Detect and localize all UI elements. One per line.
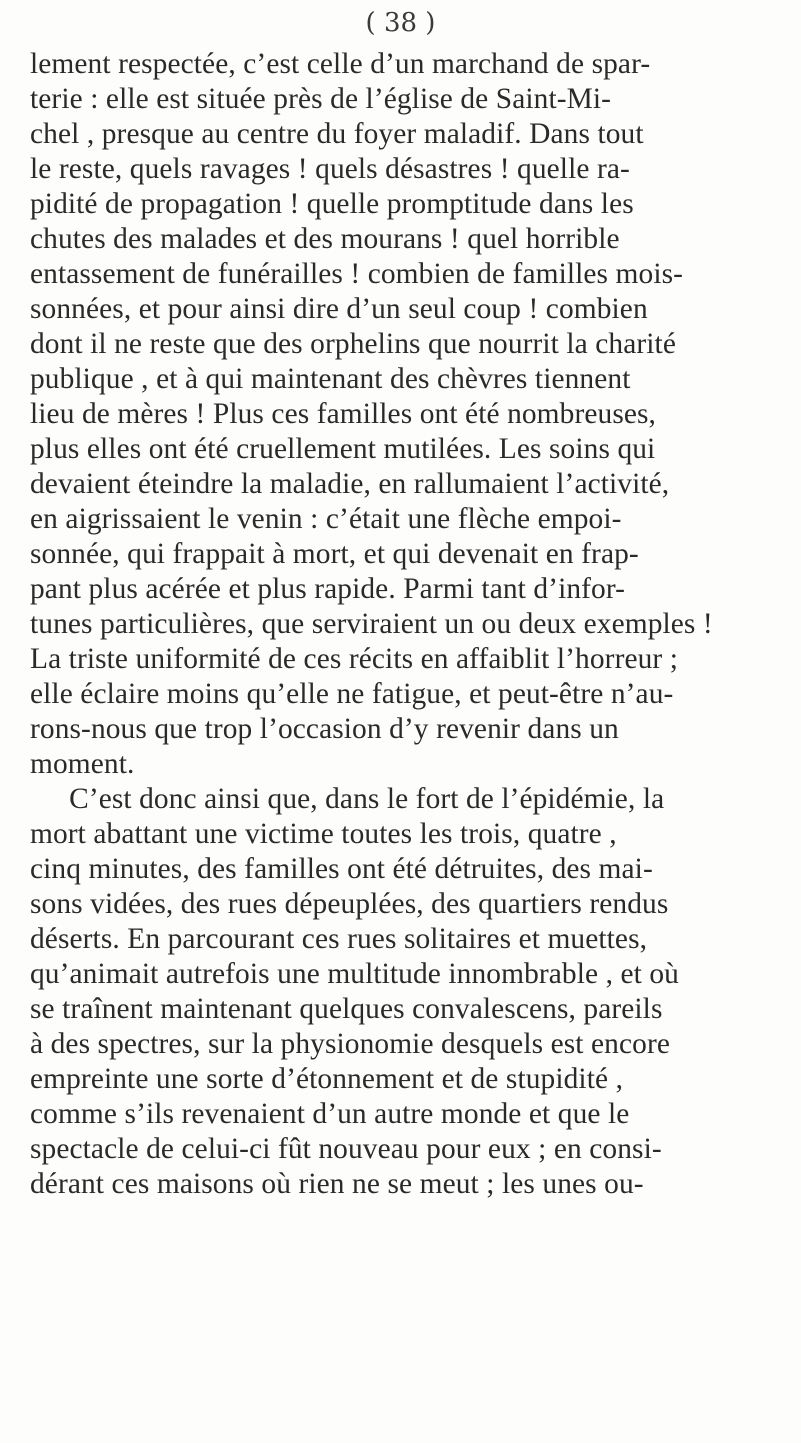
paragraph-start-line: C’est donc ainsi que, dans le fort de l’épidémie, la (69, 782, 665, 815)
text-line: déserts. En parcourant ces rues solitaires et muettes, (30, 922, 648, 955)
text-line: terie : elle est située près de l’église de Saint-Mi- (30, 82, 612, 115)
text-line: publique , et à qui maintenant des chèvres tiennent (30, 362, 631, 395)
text-line: qu’animait autrefois une multitude innombrable , et où (30, 957, 679, 990)
text-line: lement respectée, c’est celle d’un marchand de spar- (30, 47, 651, 80)
text-line: dérant ces maisons où rien ne se meut ; les unes ou- (30, 1167, 644, 1200)
page-number: ( 38 ) (365, 8, 436, 38)
text-line: entassement de funérailles ! combien de familles mois- (30, 257, 684, 290)
text-line: spectacle de celui-ci fût nouveau pour eux ; en consi- (30, 1132, 662, 1165)
text-line: La triste uniformité de ces récits en affaiblit l’horreur ; (30, 642, 679, 675)
text-line: chutes des malades et des mourans ! quel horrible (30, 222, 620, 255)
text-line: lieu de mères ! Plus ces familles ont été nombreuses, (30, 397, 657, 430)
text-line: mort abattant une victime toutes les trois, quatre , (30, 817, 617, 850)
text-line: cinq minutes, des familles ont été détruites, des mai- (30, 852, 653, 885)
text-line: moment. (30, 747, 135, 780)
text-line: le reste, quels ravages ! quels désastres ! quelle ra- (30, 152, 630, 185)
text-line: plus elles ont été cruellement mutilées. Les soins qui (30, 432, 656, 465)
text-line: sonnée, qui frappait à mort, et qui devenait en frap- (30, 537, 639, 570)
text-line: sonnées, et pour ainsi dire d’un seul coup ! combien (30, 292, 648, 325)
text-line: pidité de propagation ! quelle promptitude dans les (30, 187, 634, 220)
text-line: devaient éteindre la maladie, en rallumaient l’activité, (30, 467, 670, 500)
text-line: dont il ne reste que des orphelins que nourrit la charité (30, 327, 676, 360)
text-line: tunes particulières, que serviraient un ou deux exemples ! (30, 607, 713, 640)
text-line: comme s’ils revenaient d’un autre monde et que le (30, 1097, 630, 1130)
text-line: elle éclaire moins qu’elle ne fatigue, et peut-être n’au- (30, 677, 674, 710)
text-line: à des spectres, sur la physionomie desquels est encore (30, 1027, 670, 1060)
text-line: chel , presque au centre du foyer maladif. Dans tout (30, 117, 644, 150)
text-line: pant plus acérée et plus rapide. Parmi tant d’infor- (30, 572, 626, 605)
text-line: rons-nous que trop l’occasion d’y revenir dans un (30, 712, 619, 745)
text-line: se traînent maintenant quelques convalescens, pareils (30, 992, 663, 1025)
body-text (30, 46, 800, 1201)
text-line: empreinte une sorte d’étonnement et de stupidité , (30, 1062, 624, 1095)
text-line: sons vidées, des rues dépeuplées, des quartiers rendus (30, 887, 669, 920)
text-line: en aigrissaient le venin : c’était une flèche empoi- (30, 502, 622, 535)
